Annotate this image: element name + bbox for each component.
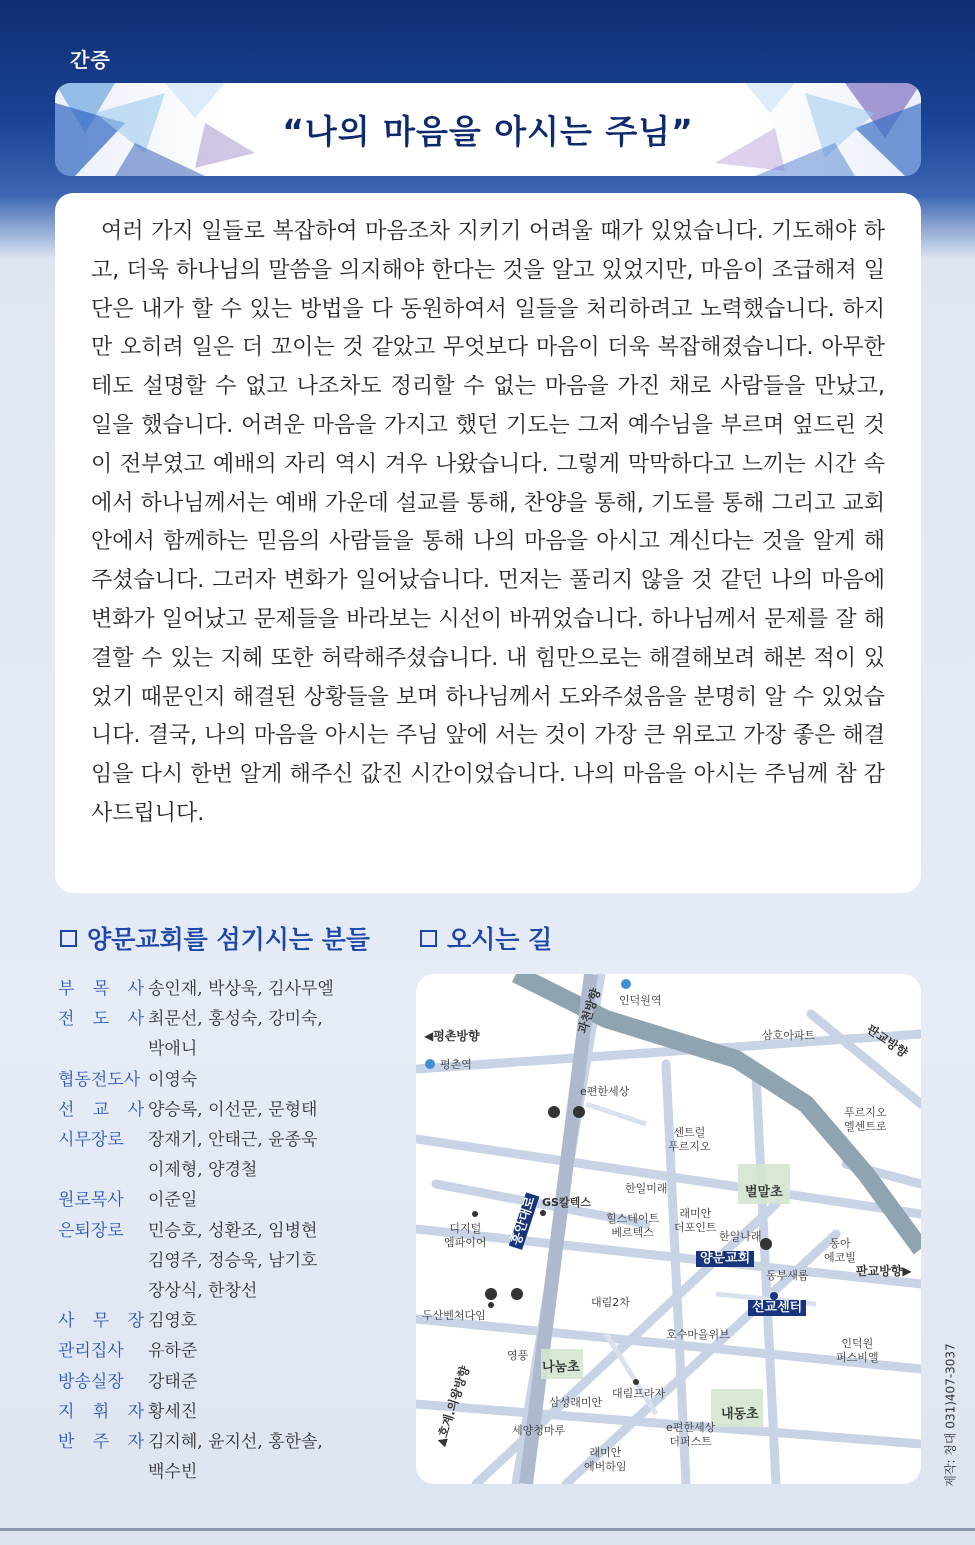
staff-role-char: 휘 [92, 1401, 110, 1422]
staff-names: 강태준 [148, 1371, 198, 1392]
digital-empire-label: 디지털 엠파이어 [444, 1222, 487, 1249]
staff-role-char: 원로목사 [58, 1190, 124, 1211]
staff-role-char: 은퇴장로 [58, 1220, 124, 1241]
staff-role [58, 1246, 148, 1276]
pyeongchon-station-label: 평촌역 [440, 1058, 472, 1071]
staff-row [58, 974, 398, 1004]
staff-role-char: 무 [92, 1311, 110, 1332]
doosan-venturedigm-label: 두산벤처다임 [422, 1309, 486, 1322]
staff-names: 김영주, 정승욱, 남기호 [148, 1250, 318, 1271]
map-section-heading [420, 920, 552, 956]
staff-role [58, 1034, 148, 1064]
staff-role [58, 1155, 148, 1185]
staff-role [58, 1457, 148, 1487]
staff-role-char: 부 [58, 979, 75, 999]
staff-role-char: 도 [92, 1009, 110, 1030]
staff-names: 이제형, 양경철 [148, 1160, 258, 1181]
staff-role-char: 선 [58, 1099, 75, 1120]
staff-role-char: 지 [58, 1401, 75, 1422]
staff-row [58, 1155, 398, 1185]
staff-row [58, 1034, 398, 1064]
staff-row [58, 1276, 398, 1306]
nanum-school-label: 나눔초 [542, 1360, 580, 1375]
staff-names: 최문선, 홍성숙, 강미숙, [148, 1009, 323, 1030]
hillstate-label: 힐스테이트 베르텍스 [606, 1212, 660, 1239]
samsung-raemian-label: 삼성래미안 [549, 1396, 603, 1409]
staff-role [58, 1216, 148, 1246]
staff-role [58, 1367, 148, 1397]
staff-role-char: 사 [127, 1009, 144, 1030]
staff-role [58, 1427, 148, 1457]
seyang-cheongmaru-label: 세양청마루 [512, 1424, 566, 1437]
gs-caltex-label: GS칼텍스 [542, 1196, 591, 1209]
indeogwon-pc-label: 인덕원 퍼스비엘 [836, 1337, 879, 1364]
staff-role-char: 시무장로 [58, 1130, 124, 1151]
staff-list [58, 974, 398, 1487]
staff-role [58, 1185, 148, 1215]
staff-role [58, 974, 148, 1004]
category-label: 간증 [70, 48, 111, 72]
road-label: 흥안대로 [509, 1192, 540, 1250]
staff-role-char: 장 [127, 1311, 144, 1332]
page-title: “나의 마음을 아시는 주님” [282, 112, 694, 151]
staff-role [58, 1306, 148, 1336]
staff-names: 황세진 [148, 1401, 198, 1422]
staff-row [58, 1246, 398, 1276]
square-bullet-icon [60, 930, 77, 947]
staff-role-char: 자 [127, 1401, 144, 1422]
staff-row [58, 1336, 398, 1366]
dongah-ecovil-label: 동아 에코빌 [824, 1237, 856, 1264]
staff-names: 박애니 [148, 1039, 198, 1060]
staff-role [58, 1336, 148, 1366]
staff-role [58, 1065, 148, 1095]
staff-role-char: 자 [127, 1432, 144, 1453]
samho-apt-label: 삼호아파트 [762, 1029, 816, 1042]
staff-role [58, 1095, 148, 1125]
staff-role-char: 사 [127, 1099, 144, 1120]
staff-role-char: 사 [58, 1311, 75, 1332]
hogye-direction-label: ▲호계.의왕방향 [433, 1364, 473, 1448]
epyeonhan-first-label: e편한세상 더퍼스트 [666, 1421, 716, 1448]
title-banner [55, 83, 921, 176]
staff-role-char: 협동전도사 [58, 1069, 141, 1090]
hosu-maeul-label: 호수마을위브 [666, 1328, 730, 1341]
staff-row [58, 1065, 398, 1095]
daerim-plaza-label: 대림프라자 [612, 1387, 666, 1400]
west-direction-label: ◀평촌방향 [424, 1029, 480, 1043]
staff-heading-text: 양문교회를 섬기시는 분들 [87, 925, 371, 954]
staff-names: 백수빈 [148, 1462, 198, 1483]
raemian-point-label: 래미안 더포인트 [674, 1207, 717, 1234]
credit-label [930, 1340, 970, 1490]
map-heading-text: 오시는 길 [447, 925, 553, 954]
epyeonhan-label: e편한세상 [580, 1085, 630, 1098]
north-direction-label: 과천방향 [575, 986, 604, 1036]
staff-role [58, 1004, 148, 1034]
staff-role-char: 방송실장 [58, 1371, 124, 1392]
staff-row [58, 1457, 398, 1487]
pangyo-direction-label: 판교방향 [864, 1021, 911, 1061]
staff-role-char: 교 [92, 1099, 110, 1120]
staff-names: 양승록, 이선문, 문형태 [148, 1099, 318, 1120]
staff-row [58, 1397, 398, 1427]
yeongpung-label: 영풍 [507, 1349, 529, 1362]
staff-names: 김지혜, 윤지선, 홍한솔, [148, 1432, 323, 1453]
testimony-text: 여러 가지 일들로 복잡하여 마음조차 지키기 어려울 때가 있었습니다. 기도해야 하고, 더욱 하나님의 말씀을 의지해야 한다는 것을 알고 있었지만, 마음이 조급해져 일단은 내가 할 수 있는 방법을 다 동원하여서 일들을 처리하려고 노력했습니다. 하지만 오히려 일은 더 꼬이는 것 같았고 무엇보다 마음이 더욱 복잡해졌습니다. 아무한테도 설명할 수 없고 나조차도 정리할 수 없는 마음을 가진 채로 사람들을 만났고, 일을 했습니다. 어려운 마음을 가지고 했던 기도는 그저 예수님을 부르며 엎드린 것이 전부였고 예배의 자리 역시 겨우 나왔습니다. 그렇게 막막하다고 느끼는 시간 속에서 하나님께서는 예배 가운데 설교를 통해, 찬양을 통해, 기도를 통해 그리고 교회 안에서 함께하는 믿음의 사람들을 통해 나의 마음을 아시고 계신다는 것을 알게 해주셨습니다. 그러자 변화가 일어났습니다. 먼저는 풀리지 않을 것 같던 나의 마음에 변화가 일어났고 문제들을 바라보는 시선이 바뀌었습니다. 하나님께서 문제를 잘 해결할 수 있는 지혜 또한 허락해주셨습니다. 내 힘만으로는 해결해보려 해본 적이 있었기 때문인지 해결된 상황들을 보며 하나님께서 도와주셨음을 분명히 알 수 있었습니다. 결국, 나의 마음을 아시는 주님 앞에 서는 것이 가장 큰 위로고 가장 좋은 해결임을 다시 한번 알게 해주신 값진 시간이었습니다. 나의 마음을 아시는 주님께 참 감사드립니다. [91, 219, 885, 826]
staff-role-char: 목 [92, 979, 110, 999]
staff-row [58, 1367, 398, 1397]
staff-names: 장재기, 안태근, 윤종욱 [148, 1130, 318, 1151]
staff-names: 송인재, 박상욱, 김사무엘 [148, 979, 334, 999]
staff-row [58, 1216, 398, 1246]
staff-role-char: 전 [58, 1009, 75, 1030]
hanil-mirae-label: 한일미래 [625, 1182, 668, 1195]
staff-row [58, 1185, 398, 1215]
testimony-card [55, 193, 921, 893]
daerim2-label: 대림2차 [591, 1296, 630, 1309]
staff-names: 민승호, 성환조, 임병현 [148, 1220, 318, 1241]
naedong-school-label: 내동초 [721, 1407, 759, 1422]
staff-role [58, 1125, 148, 1155]
dongbu-saerom-label: 동부새롬 [766, 1269, 809, 1282]
central-prugio-label: 센트럴 푸르지오 [668, 1126, 711, 1153]
staff-names: 장상식, 한창선 [148, 1281, 258, 1302]
staff-row [58, 1125, 398, 1155]
staff-role-char: 주 [92, 1432, 110, 1453]
staff-role [58, 1276, 148, 1306]
staff-names: 유하준 [148, 1341, 198, 1362]
credit-text: 제작: 청대 031)407-3037 [943, 1343, 958, 1487]
staff-row [58, 1095, 398, 1125]
directions-map [416, 974, 921, 1484]
mission-center-label: 선교센터 [748, 1300, 806, 1316]
indeogwon-station-label: 인덕원역 [619, 994, 662, 1007]
pangyo-direction-label-2: 판교방향▶ [856, 1264, 912, 1278]
staff-role-char: 사 [127, 979, 144, 999]
staff-role-char: 관리집사 [58, 1341, 124, 1362]
bottom-divider [0, 1528, 975, 1531]
staff-names: 이준일 [148, 1190, 198, 1211]
raemian-everheim-label: 래미안 에버하임 [584, 1446, 627, 1473]
staff-section-heading [60, 920, 370, 956]
staff-names: 이영숙 [148, 1069, 198, 1090]
staff-row [58, 1306, 398, 1336]
map-roads [416, 974, 921, 1484]
staff-row [58, 1004, 398, 1034]
staff-names: 김영호 [148, 1311, 198, 1332]
prugio-elcentro-label: 푸르지오 엘센트로 [844, 1106, 887, 1133]
square-bullet-icon [420, 930, 437, 947]
beolmal-school-label: 벌말초 [745, 1185, 783, 1200]
staff-role-char: 반 [58, 1432, 75, 1453]
staff-row [58, 1427, 398, 1457]
stream-label: 학의천 [702, 1059, 741, 1087]
staff-role [58, 1397, 148, 1427]
church-marker-label: 양문교회 [696, 1251, 754, 1267]
hanil-narae-label: 한일나래 [719, 1230, 762, 1243]
